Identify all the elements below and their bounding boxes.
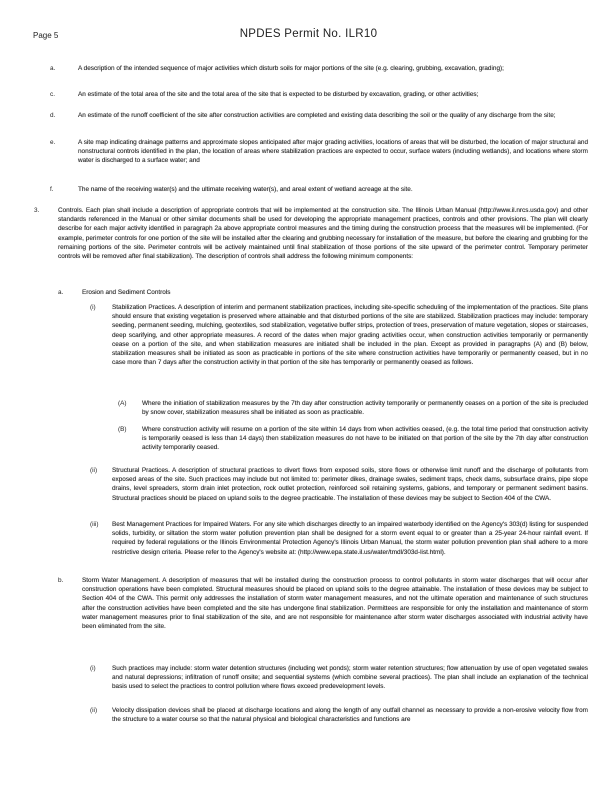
item-text: A site map indicating drainage patterns and approximate slopes anticipated after major grading activities, locations of areas that will be disturbed, the location of major structural and nonstructural controls identified in the plan, the location of areas where stabilization practices are expected to occur, surface waters (including wetlands), and locations where storm water is discharged to a surface water; and: [78, 139, 588, 165]
item-3a-i: [90, 303, 588, 367]
item-text: A description of the intended sequence of major activities which disturb soils for major portions of the site (e.g. clearing, grubbing, excavation, grading);: [78, 65, 504, 72]
item-2c: [50, 90, 588, 99]
item-text: Erosion and Sediment Controls: [82, 289, 171, 296]
item-3a-ii: [90, 466, 588, 503]
item-label: d.: [50, 112, 56, 119]
item-text: Stabilization Practices. A description of interim and permanent stabilization practices, including site-specific scheduling of the implementation of the practices. Site plans should ensure that existing vegetation is preserved where attainable and that disturbed portions of the site are stabilized. Stabilization practices may include: temporary seeding, permanent seeding, mulching, geotextiles, sod stabilization, vegetative buffer strips, protection of trees, preservation of mature vegetation, slopes or staircases, deep scarifying, and other appropriate measures. A record of the dates when major grading activities occur, when construction activities temporarily or permanently cease on a portion of the site, and when stabilization measures are initiated shall be included in the plan. Except as provided in paragraphs (A) and (B) below, stabilization measures shall be initiated as soon as practicable in portions of the site where construction activities have temporarily or permanently ceased, but in no case more than 7 days after the construction activity in that portion of the site has temporarily or permanently ceased as follows.: [112, 304, 588, 367]
item-label: (ii): [90, 467, 98, 474]
item-text: Controls. Each plan shall include a description of appropriate controls that will be implemented at the construction site. The Illinois Urban Manual (http://www.il.nrcs.usda.gov) and other standards referenced in the Manual or other similar documents shall be used for developing the appropriate management practices, controls and other provisions. The plan will clearly describe for each major activity identified in paragraph 2a above appropriate control measures and the timing during the construction process that the measures will be implemented. (For example, perimeter controls for one portion of the site will be installed after the clearing and grubbing necessary for installation of the measure, but before the clearing and grubbing for the remaining portions of the site. Perimeter controls will be actively maintained until final stabilization of those portions of the site upward of the perimeter control. Temporary perimeter controls will be removed after final stabilization). The description of controls shall address the following minimum components:: [58, 207, 588, 261]
item-label: (B): [118, 426, 127, 433]
item-text: Best Management Practices for Impaired Waters. For any site which discharges directly to an impaired waterbody identified on the Agency's 303(d) listing for suspended solids, turbidity, or siltation the storm water pollution prevention plan shall be designed for a storm event equal to or greater than a 25-year 24-hour rainfall event. If required by federal regulations or the Illinois Environmental Protection Agency's Illinois Urban Manual, the storm water pollution prevention plan shall adhere to a more restrictive design criteria. Please refer to the Agency's website at: (http://www.epa.state.il.us/water/tmdl/303d-list.html).: [112, 521, 588, 556]
item-text: Velocity dissipation devices shall be placed at discharge locations and along the length of any outfall channel as necessary to provide a non-erosive velocity flow from the structure to a water course so that the natural physical and biological characteristics and functions are: [112, 707, 588, 724]
item-label: 3.: [34, 207, 40, 214]
item-3b: [58, 576, 588, 631]
permit-title: NPDES Permit No. ILR10: [239, 28, 378, 40]
item-text: Structural Practices. A description of structural practices to divert flows from exposed soils, store flows or otherwise limit runoff and the discharge of pollutants from exposed areas of the site. Such practices may include but not limited to: perimeter dikes, drainage swales, sediment traps, check dams, subsurface drains, pipe slope drains, level spreaders, storm drain inlet protection, rock outlet protection, reinforced soil retaining systems, gabions, and temporary or permanent sediment basins. Structural practices should be placed on upland soils to the degree practicable. The installation of these devices may be subject to Section 404 of the CWA.: [112, 467, 588, 502]
item-3-controls: [34, 206, 588, 261]
item-text: An estimate of the runoff coefficient of the site after construction activities are completed and existing data describing the soil or the quality of any discharge from the site;: [78, 112, 556, 119]
item-3a-i-B: [118, 425, 588, 453]
item-2d: [50, 111, 588, 120]
item-2f: [50, 185, 588, 194]
item-text: An estimate of the total area of the site and the total area of the site that is expected to be disturbed by excavation, grading, or other activities;: [78, 91, 479, 98]
item-text: The name of the receiving water(s) and the ultimate receiving water(s), and areal extent of wetland acreage at the site.: [78, 186, 413, 193]
item-text: Storm Water Management. A description of measures that will be installed during the construction process to control pollutants in storm water discharges that will occur after construction operations have been completed. Structural measures should be placed on upland soils to the degree attainable. The installation of these devices may be subject to Section 404 of the CWA. This permit only addresses the installation of storm water management measures, and not the ultimate operation and maintenance of such structures after the construction activities have been completed and the site has undergone final stabilization. Permittees are responsible for only the installation and maintenance of storm water management measures prior to final stabilization of the site, and are not responsible for maintenance after storm water discharges associated with industrial activity have been eliminated from the site.: [82, 577, 588, 631]
item-label: (A): [118, 400, 127, 407]
item-2a: [50, 64, 588, 73]
item-label: (i): [90, 665, 96, 672]
item-3b-i: [90, 664, 588, 692]
item-label: c.: [50, 91, 55, 98]
item-3a-heading: [58, 288, 582, 297]
item-3b-ii: [90, 706, 588, 724]
item-label: a.: [58, 289, 64, 296]
item-3a-i-A: [118, 399, 588, 417]
item-2e: [50, 138, 588, 166]
item-text: Where the initiation of stabilization measures by the 7th day after construction activity temporarily or permanently ceases on a portion of the site is precluded by snow cover, stabilization measures shall be initiated as soon as practicable.: [142, 400, 588, 417]
item-label: (ii): [90, 707, 98, 714]
item-label: (iii): [90, 521, 99, 528]
page-header: [30, 28, 587, 48]
item-label: e.: [50, 139, 56, 146]
item-label: b.: [58, 577, 64, 584]
item-label: a.: [50, 65, 56, 72]
item-text: Where construction activity will resume on a portion of the site within 14 days from when activities ceased, (e.g. the total time period that construction activity is temporarily ceased is less than 14 days) then stabilization measures do not have to be initiated on that portion of the site by the 7th day after construction activity temporarily ceased.: [142, 426, 588, 452]
item-label: (i): [90, 304, 96, 311]
page-number: Page 5: [33, 31, 59, 40]
item-label: f.: [50, 186, 54, 193]
item-text: Such practices may include: storm water detention structures (including wet ponds); storm water retention structures; flow attenuation by use of open vegetated swales and natural depressions; infiltration of runoff onsite; and sequential systems (which combine several practices). The plan shall include an explanation of the technical basis used to select the practices to control pollution where flows exceed predevelopment levels.: [112, 665, 588, 691]
item-3a-iii: [90, 520, 588, 557]
